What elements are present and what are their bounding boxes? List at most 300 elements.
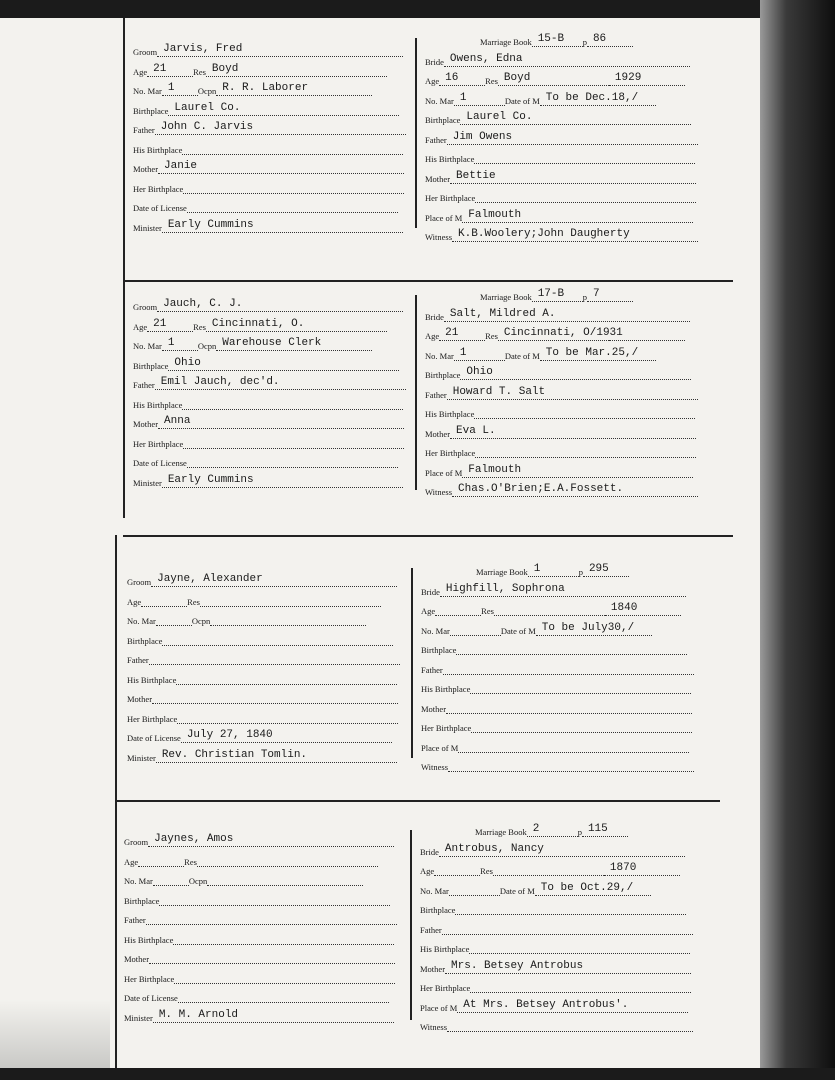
bride-father-row xyxy=(425,385,705,402)
bride-age-row xyxy=(420,861,700,878)
no-mar-row xyxy=(124,871,404,888)
field-label: p xyxy=(578,567,583,577)
place-row xyxy=(421,738,701,755)
minister-name: M. M. Arnold xyxy=(153,1008,394,1023)
marriage-record-card xyxy=(124,820,734,1060)
bride-mother-row xyxy=(420,959,700,976)
minister-name: Early Cummins xyxy=(162,218,403,233)
groom-his-birthplace xyxy=(173,930,394,945)
his-birthplace-row xyxy=(124,930,404,947)
field-label: Place of M xyxy=(425,212,463,223)
bride-her-birthplace xyxy=(470,978,691,993)
field-label: Res xyxy=(193,66,206,77)
field-label: Age xyxy=(421,606,436,616)
field-label: Mother xyxy=(124,954,150,964)
groom-age xyxy=(138,852,184,867)
field-label: No. Mar xyxy=(124,876,153,886)
bride-age-row xyxy=(425,326,705,343)
date-of-marriage: To be Dec.18,/ xyxy=(540,91,656,106)
field-label: Age xyxy=(133,66,148,77)
book-value: 17-B xyxy=(532,287,583,302)
bride-mother-row xyxy=(425,169,705,186)
scan-noise xyxy=(0,1000,110,1068)
field-label: Her Birthplace xyxy=(133,438,184,449)
minister-row xyxy=(133,473,413,490)
birthplace-row xyxy=(124,891,404,908)
date-of-license xyxy=(187,453,398,468)
groom-mother xyxy=(152,689,398,704)
minister-row xyxy=(124,1008,404,1025)
bride-birthplace xyxy=(455,900,686,915)
groom-mother xyxy=(149,949,395,964)
date-of-license xyxy=(178,988,389,1003)
field-label: Minister xyxy=(124,1012,153,1023)
groom-birthplace xyxy=(159,891,390,906)
field-label: Res xyxy=(480,866,493,876)
field-label: Date of M xyxy=(504,350,540,361)
bride-age-row xyxy=(421,601,701,618)
marriage-book-row xyxy=(475,822,705,839)
witnesses xyxy=(448,757,694,772)
groom-row xyxy=(133,42,413,59)
bride-her-birthplace xyxy=(475,443,696,458)
groom-ocpn: R. R. Laborer xyxy=(216,81,372,96)
field-label: Date of M xyxy=(504,95,540,106)
place-row xyxy=(420,998,700,1015)
field-label: No. Mar xyxy=(425,350,454,361)
bride-father xyxy=(442,920,693,935)
book-value: 1 xyxy=(528,562,579,577)
date-of-marriage: To be Mar.25,/ xyxy=(540,346,656,361)
field-label: Father xyxy=(421,664,443,675)
birthplace-row xyxy=(133,356,413,373)
field-label: p xyxy=(582,37,587,47)
bride-age: 16 xyxy=(439,71,485,86)
field-label: Birthplace xyxy=(133,105,169,116)
field-label: His Birthplace xyxy=(133,399,183,410)
field-label: Bride xyxy=(425,56,444,67)
field-label: Her Birthplace xyxy=(420,983,471,993)
field-label: Her Birthplace xyxy=(127,713,178,724)
field-label: Age xyxy=(425,76,440,86)
field-label: No. Mar xyxy=(127,616,156,626)
date-license-row xyxy=(127,728,407,745)
witnesses: K.B.Woolery;John Daugherty xyxy=(452,227,698,242)
groom-no-mar: 1 xyxy=(162,336,198,351)
field-label: Ocpn xyxy=(197,86,217,96)
field-label: Birthplace xyxy=(425,370,461,380)
groom-res: Cincinnati, O. xyxy=(206,317,387,332)
bride-row xyxy=(420,842,700,859)
field-label: Witness xyxy=(425,232,453,242)
bride-her-birthplace-row xyxy=(425,188,705,205)
card-divider-2 xyxy=(123,535,733,537)
groom-row xyxy=(127,572,407,589)
groom-res xyxy=(197,852,378,867)
field-label: Date of License xyxy=(133,203,187,213)
bride-his-birthplace xyxy=(470,679,691,694)
field-label: Mother xyxy=(425,428,451,439)
field-label: His Birthplace xyxy=(425,154,475,164)
field-label: Birthplace xyxy=(425,115,461,125)
witnesses: Chas.O'Brien;E.A.Fossett. xyxy=(452,482,698,497)
groom-her-birthplace xyxy=(174,969,395,984)
bride-res xyxy=(493,861,604,876)
minister-row xyxy=(127,748,407,765)
field-label: Her Birthplace xyxy=(425,448,476,458)
book-value: 295 xyxy=(583,562,629,577)
bride-res: Cincinnati, O/1931 xyxy=(498,326,609,341)
bride-his-birthplace-row xyxy=(425,404,705,421)
groom-no-mar xyxy=(153,871,189,886)
groom-name: Jauch, C. J. xyxy=(157,297,403,312)
witness-row xyxy=(425,227,705,244)
his-birthplace-row xyxy=(133,140,413,157)
field-label: Minister xyxy=(133,477,162,488)
field-label: Father xyxy=(133,380,155,390)
field-label: Her Birthplace xyxy=(421,723,472,733)
bride-no-mar: 1 xyxy=(454,91,505,106)
groom-birthplace: Ohio xyxy=(168,356,399,371)
field-label: No. Mar xyxy=(421,625,450,636)
field-label: Witness xyxy=(420,1022,448,1032)
groom-no-mar xyxy=(156,611,192,626)
groom-father xyxy=(146,910,397,925)
field-label: Date of License xyxy=(127,733,181,743)
field-label: Bride xyxy=(420,846,439,857)
groom-name: Jayne, Alexander xyxy=(151,572,397,587)
date-of-marriage: To be Oct.29,/ xyxy=(535,881,651,896)
bride-father-row xyxy=(425,130,705,147)
groom-name: Jaynes, Amos xyxy=(148,832,394,847)
groom-no-mar: 1 xyxy=(162,81,198,96)
bride-age xyxy=(435,601,481,616)
bride-row xyxy=(425,307,705,324)
groom-his-birthplace xyxy=(182,140,403,155)
birthplace-row xyxy=(127,631,407,648)
field-label: Ocpn xyxy=(191,616,211,626)
groom-his-birthplace xyxy=(176,670,397,685)
field-label: His Birthplace xyxy=(124,934,174,945)
bride-his-birthplace-row xyxy=(420,939,700,956)
place-of-marriage: At Mrs. Betsey Antrobus'. xyxy=(457,998,688,1013)
marriage-book-row xyxy=(480,287,710,304)
place-row xyxy=(425,208,705,225)
book-value: 2 xyxy=(527,822,578,837)
bride-age xyxy=(434,861,480,876)
field-label: Minister xyxy=(127,752,156,763)
bride-no-mar-row xyxy=(421,621,701,638)
groom-father: Emil Jauch, dec'd. xyxy=(155,375,406,390)
bride-name: Highfill, Sophrona xyxy=(440,582,686,597)
field-label: Bride xyxy=(421,586,440,597)
column-divider xyxy=(410,830,412,1020)
marriage-record-card xyxy=(127,560,737,800)
groom-ocpn xyxy=(210,611,366,626)
field-label: Father xyxy=(127,655,149,665)
book-value: 86 xyxy=(587,32,633,47)
field-label: His Birthplace xyxy=(421,684,471,694)
place-of-marriage: Falmouth xyxy=(462,463,693,478)
groom-mother: Janie xyxy=(158,159,404,174)
field-label: Age xyxy=(127,596,142,607)
age-row xyxy=(124,852,404,869)
bride-birthplace-row xyxy=(421,640,701,657)
field-label: No. Mar xyxy=(420,885,449,896)
field-label: Age xyxy=(420,866,435,876)
field-label: No. Mar xyxy=(133,341,162,351)
bride-name: Antrobus, Nancy xyxy=(439,842,685,857)
groom-birthplace: Laurel Co. xyxy=(168,101,399,116)
groom-his-birthplace xyxy=(182,395,403,410)
no-mar-row xyxy=(133,336,413,353)
license-year: 1840 xyxy=(605,601,681,616)
place-of-marriage: Falmouth xyxy=(462,208,693,223)
groom-age xyxy=(141,592,187,607)
bride-res xyxy=(494,601,605,616)
father-row xyxy=(133,375,413,392)
no-mar-row xyxy=(133,81,413,98)
bride-row xyxy=(421,582,701,599)
bride-mother xyxy=(446,699,692,714)
field-label: Res xyxy=(481,606,494,616)
place-row xyxy=(425,463,705,480)
bride-birthplace: Laurel Co. xyxy=(460,110,691,125)
her-birthplace-row xyxy=(133,434,413,451)
field-label: Place of M xyxy=(420,1002,458,1013)
field-label: Birthplace xyxy=(421,645,457,655)
bride-no-mar xyxy=(449,881,500,896)
field-label: His Birthplace xyxy=(420,944,470,954)
bride-mother: Eva L. xyxy=(450,424,696,439)
bride-father-row xyxy=(420,920,700,937)
field-label: Res xyxy=(187,596,200,607)
license-year xyxy=(609,326,685,341)
marriage-book-row xyxy=(480,32,710,49)
field-label: Age xyxy=(124,856,139,867)
bride-no-mar-row xyxy=(420,881,700,898)
bride-mother-row xyxy=(425,424,705,441)
date-license-row xyxy=(124,988,404,1005)
field-label: Birthplace xyxy=(420,905,456,915)
bride-birthplace-row xyxy=(425,365,705,382)
groom-her-birthplace xyxy=(183,434,404,449)
groom-name: Jarvis, Fred xyxy=(157,42,403,57)
field-label: Date of M xyxy=(499,885,535,896)
bride-row xyxy=(425,52,705,69)
groom-age: 21 xyxy=(147,62,193,77)
scan-top-border xyxy=(0,0,835,18)
field-label: Mother xyxy=(133,164,159,174)
groom-ocpn xyxy=(207,871,363,886)
mother-row xyxy=(124,949,404,966)
his-birthplace-row xyxy=(133,395,413,412)
date-of-license xyxy=(187,198,398,213)
field-label: p xyxy=(582,292,587,302)
witness-row xyxy=(420,1017,700,1034)
field-label: Age xyxy=(133,321,148,332)
book-value: 7 xyxy=(587,287,633,302)
field-label: His Birthplace xyxy=(133,144,183,155)
field-label: Father xyxy=(425,389,447,400)
field-label: Father xyxy=(124,915,146,925)
field-label: Her Birthplace xyxy=(133,183,184,194)
bride-father xyxy=(443,660,694,675)
bride-his-birthplace xyxy=(474,404,695,419)
date-license-row xyxy=(133,453,413,470)
mother-row xyxy=(133,414,413,431)
field-label: Her Birthplace xyxy=(425,193,476,203)
bride-birthplace-row xyxy=(425,110,705,127)
field-label: Date of License xyxy=(133,458,187,468)
groom-her-birthplace xyxy=(177,709,398,724)
column-divider xyxy=(415,38,417,228)
field-label: p xyxy=(577,827,582,837)
field-label: Father xyxy=(420,924,442,935)
marriage-book-row xyxy=(476,562,706,579)
field-label: Mother xyxy=(420,963,446,974)
field-label: Groom xyxy=(127,577,152,587)
mother-row xyxy=(133,159,413,176)
field-label: Ocpn xyxy=(188,876,208,886)
minister-name: Early Cummins xyxy=(162,473,403,488)
bride-her-birthplace xyxy=(471,718,692,733)
field-label: Mother xyxy=(425,173,451,184)
field-label: His Birthplace xyxy=(425,409,475,419)
date-of-license: July 27, 1840 xyxy=(181,728,392,743)
field-label: Place of M xyxy=(421,742,459,753)
groom-her-birthplace xyxy=(183,179,404,194)
field-label: No. Mar xyxy=(425,95,454,106)
bride-her-birthplace-row xyxy=(420,978,700,995)
field-label: No. Mar xyxy=(133,86,162,96)
field-label: Mother xyxy=(133,419,159,429)
bride-no-mar-row xyxy=(425,91,705,108)
field-label: Res xyxy=(485,76,498,86)
bride-mother: Bettie xyxy=(450,169,696,184)
field-label: Marriage Book xyxy=(476,567,528,577)
field-label: Marriage Book xyxy=(480,292,532,302)
left-margin-line xyxy=(123,18,125,518)
bride-his-birthplace-row xyxy=(421,679,701,696)
field-label: Witness xyxy=(425,487,453,497)
minister-row xyxy=(133,218,413,235)
field-label: Date of License xyxy=(124,993,178,1003)
bride-name: Salt, Mildred A. xyxy=(444,307,690,322)
bride-age-row xyxy=(425,71,705,88)
age-row xyxy=(127,592,407,609)
bride-birthplace-row xyxy=(420,900,700,917)
birthplace-row xyxy=(133,101,413,118)
witnesses xyxy=(447,1017,693,1032)
groom-res xyxy=(200,592,381,607)
groom-father xyxy=(149,650,400,665)
her-birthplace-row xyxy=(127,709,407,726)
field-label: Marriage Book xyxy=(480,37,532,47)
field-label: Groom xyxy=(133,302,158,312)
mother-row xyxy=(127,689,407,706)
marriage-record-card xyxy=(133,30,743,270)
bride-his-birthplace xyxy=(474,149,695,164)
field-label: Groom xyxy=(133,47,158,57)
license-year: 1870 xyxy=(604,861,680,876)
bride-father-row xyxy=(421,660,701,677)
groom-birthplace xyxy=(162,631,393,646)
father-row xyxy=(133,120,413,137)
field-label: Mother xyxy=(127,694,153,704)
bride-mother-row xyxy=(421,699,701,716)
age-row xyxy=(133,317,413,334)
her-birthplace-row xyxy=(133,179,413,196)
no-mar-row xyxy=(127,611,407,628)
age-row xyxy=(133,62,413,79)
marriage-record-card xyxy=(133,285,743,525)
bride-his-birthplace-row xyxy=(425,149,705,166)
minister-name: Rev. Christian Tomlin. xyxy=(156,748,397,763)
groom-ocpn: Warehouse Clerk xyxy=(216,336,372,351)
bride-her-birthplace-row xyxy=(421,718,701,735)
bride-father: Howard T. Salt xyxy=(447,385,698,400)
bride-res: Boyd xyxy=(498,71,609,86)
book-value: 15-B xyxy=(532,32,583,47)
her-birthplace-row xyxy=(124,969,404,986)
witness-row xyxy=(421,757,701,774)
groom-father: John C. Jarvis xyxy=(155,120,406,135)
field-label: Witness xyxy=(421,762,449,772)
date-license-row xyxy=(133,198,413,215)
bride-name: Owens, Edna xyxy=(444,52,690,67)
license-year: 1929 xyxy=(609,71,685,86)
field-label: Father xyxy=(133,125,155,135)
groom-row xyxy=(133,297,413,314)
field-label: Age xyxy=(425,331,440,341)
field-label: Groom xyxy=(124,837,149,847)
field-label: Her Birthplace xyxy=(124,973,175,984)
field-label: Birthplace xyxy=(127,635,163,646)
witness-row xyxy=(425,482,705,499)
groom-age: 21 xyxy=(147,317,193,332)
field-label: Minister xyxy=(133,222,162,233)
bride-her-birthplace-row xyxy=(425,443,705,460)
groom-mother: Anna xyxy=(158,414,404,429)
bride-birthplace: Ohio xyxy=(460,365,691,380)
field-label: Father xyxy=(425,134,447,145)
field-label: Res xyxy=(193,321,206,332)
field-label: Res xyxy=(485,331,498,341)
bride-his-birthplace xyxy=(469,939,690,954)
his-birthplace-row xyxy=(127,670,407,687)
field-label: Bride xyxy=(425,311,444,322)
field-label: Birthplace xyxy=(133,360,169,371)
column-divider xyxy=(411,568,413,758)
bride-birthplace xyxy=(456,640,687,655)
bride-her-birthplace xyxy=(475,188,696,203)
groom-res: Boyd xyxy=(206,62,387,77)
father-row xyxy=(124,910,404,927)
bride-no-mar xyxy=(450,621,501,636)
bride-no-mar-row xyxy=(425,346,705,363)
bride-age: 21 xyxy=(439,326,485,341)
book-value: 115 xyxy=(582,822,628,837)
father-row xyxy=(127,650,407,667)
scan-right-border xyxy=(760,0,835,1080)
field-label: Mother xyxy=(421,703,447,714)
column-divider xyxy=(415,295,417,490)
card-divider-3 xyxy=(115,800,720,802)
date-of-marriage: To be July30,/ xyxy=(536,621,652,636)
field-label: Place of M xyxy=(425,467,463,478)
groom-row xyxy=(124,832,404,849)
